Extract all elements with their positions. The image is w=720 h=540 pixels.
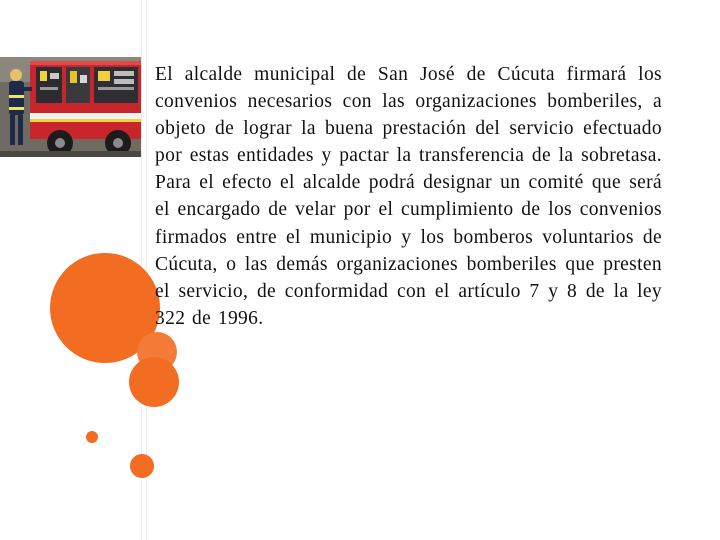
fire-truck-photo: [0, 57, 141, 157]
decorative-circle-small: [86, 431, 98, 443]
decorative-circle-mid: [129, 357, 179, 407]
fire-truck-illustration: [0, 57, 141, 157]
body-paragraph: El alcalde municipal de San José de Cúcuta firmará los convenios necesarios con las organizaciones bomberiles, a objeto de lograr la buena prestación del servicio efectuado por estas entidades y pactar la transferencia de la sobretasa. Para el efecto el alcalde podrá designar un comité que será el encargado de velar por el cumplimiento de los convenios firmados entre el municipio y los bomberos voluntarios de Cúcuta, o las demás organizaciones bomberiles que presten el servicio, de conformidad con el artículo 7 y 8 de la ley 322 de 1996.: [155, 64, 662, 329]
decorative-circle-small-2: [130, 454, 154, 478]
